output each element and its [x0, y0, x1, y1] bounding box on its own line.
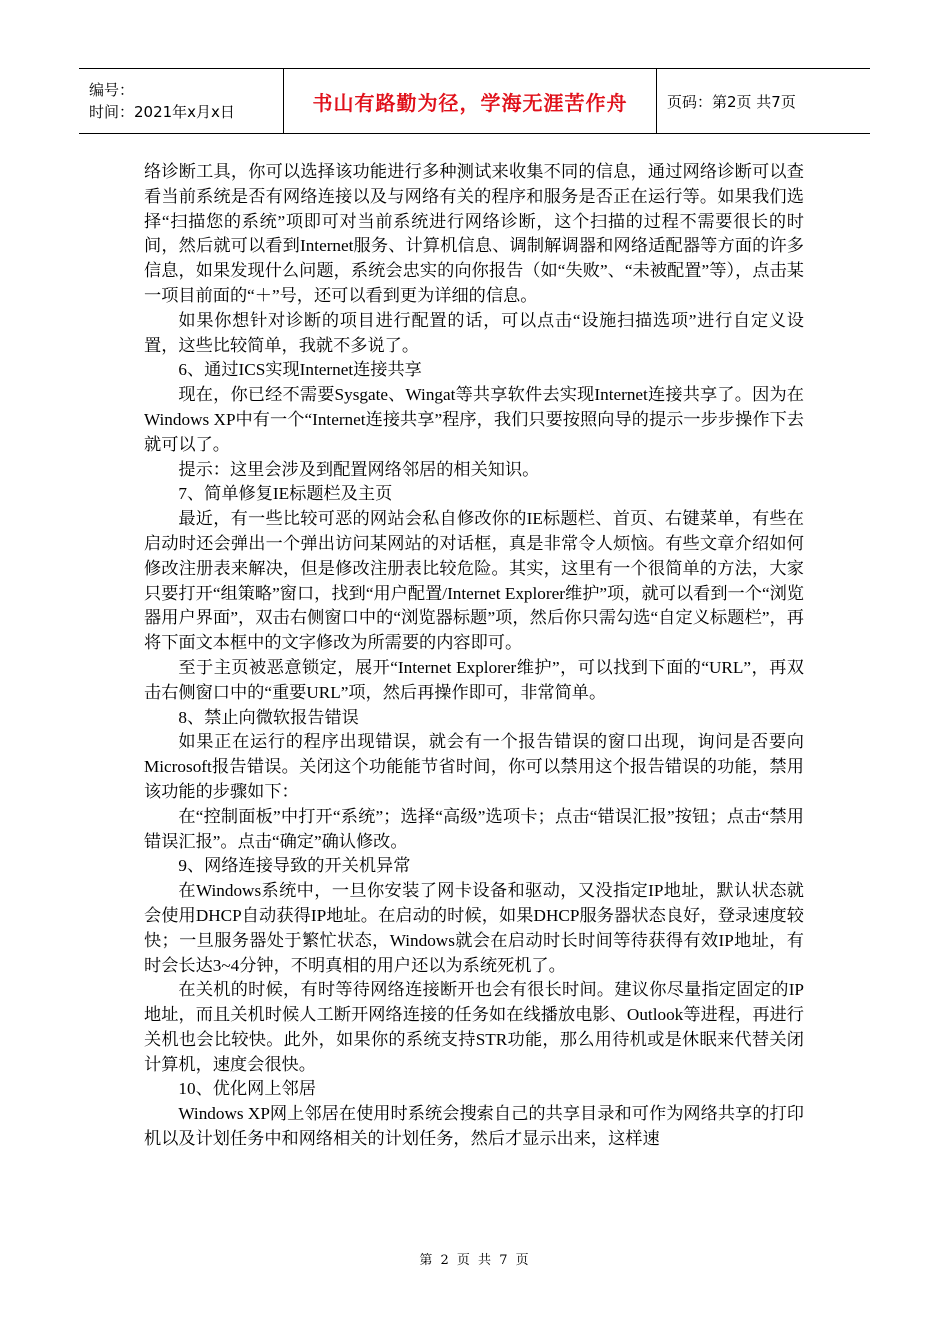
paragraph: 至于主页被恶意锁定，展开“Internet Explorer维护”，可以找到下面的“URL”，再双击右侧窗口中的“重要URL”项，然后再操作即可，非常简单。 [144, 657, 804, 702]
paragraph: 在关机的时候，有时等待网络连接断开也会有很长时间。建议你尽量指定固定的IP地址，而且关机时候人工断开网络连接的任务如在线播放电影、Outlook等进程，再进行关机也会比较快。此外，如果你的系统支持STR功能，那么用待机或是休眠来代替关闭计算机，速度会很快。 [144, 980, 804, 1074]
document-date: 时间：2021年x月x日 [89, 103, 235, 121]
section-heading: 6、通过ICS实现Internet连接共享 [178, 360, 422, 380]
paragraph: 现在，你已经不需要Sysgate、Wingat等共享软件去实现Internet连接共享了。因为在Windows XP中有一个“Internet连接共享”程序，我们只要按照向导的提示一步步操作下去就可以了。 [144, 385, 804, 454]
document-body [144, 160, 804, 1152]
paragraph: 提示：这里会涉及到配置网络邻居的相关知识。 [178, 459, 540, 479]
section-heading: 10、优化网上邻居 [178, 1079, 316, 1099]
paragraph: 最近，有一些比较可恶的网站会私自修改你的IE标题栏、首页、右键菜单，有些在启动时还会弹出一个弹出访问某网站的对话框，真是非常令人烦恼。有些文章介绍如何修改注册表来解决，但是修改注册表比较危险。其实，这里有一个很简单的方法，大家只要打开“组策略”窗口，找到“用户配置/Internet Explorer维护”项，就可以看到一个“浏览器用户界面”，双击右侧窗口中的“浏览器标题”项，然后你只需勾选“自定义标题栏”，再将下面文本框中的文字修改为所需要的内容即可。 [144, 509, 804, 653]
page-header [79, 68, 870, 134]
section-heading: 9、网络连接导致的开关机异常 [178, 856, 411, 876]
paragraph: 在Windows系统中，一旦你安装了网卡设备和驱动，又没指定IP地址，默认状态就会使用DHCP自动获得IP地址。在启动的时候，如果DHCP服务器状态良好，登录速度较快；一旦服务器处于繁忙状态，Windows就会在启动时长时间等待获得有效IP地址，有时会长达3~4分钟，不明真相的用户还以为系统死机了。 [144, 881, 804, 975]
paragraph: Windows XP网上邻居在使用时系统会搜索自己的共享目录和可作为网络共享的打印机以及计划任务中和网络相关的计划任务，然后才显示出来，这样速 [144, 1104, 804, 1149]
document-number: 编号： [89, 81, 135, 99]
paragraph: 如果正在运行的程序出现错误，就会有一个报告错误的窗口出现，询问是否要向Microsoft报告错误。关闭这个功能能节省时间，你可以禁用这个报告错误的功能，禁用该功能的步骤如下： [144, 732, 804, 801]
header-page-label: 页码：第2页 共7页 [667, 92, 796, 111]
header-left [79, 69, 283, 133]
paragraph: 络诊断工具，你可以选择该功能进行多种测试来收集不同的信息，通过网络诊断可以查看当前系统是否有网络连接以及与网络有关的程序和服务是否正在运行等。如果我们选择“扫描您的系统”项即可对当前系统进行网络诊断，这个扫描的过程不需要很长的时间，然后就可以看到Internet服务、计算机信息、调制解调器和网络适配器等方面的许多信息，如果发现什么问题，系统会忠实的向你报告（如“失败”、“未被配置”等），点击某一项目前面的“＋”号，还可以看到更为详细的信息。 [144, 162, 804, 305]
header-page [657, 69, 870, 133]
motto-text: 书山有路勤为径，学海无涯苦作舟 [312, 90, 628, 115]
section-heading: 8、禁止向微软报告错误 [178, 707, 359, 727]
paragraph: 在“控制面板”中打开“系统”；选择“高级”选项卡；点击“错误汇报”按钮；点击“禁用错误汇报”。点击“确定”确认修改。 [144, 806, 804, 851]
page-footer [0, 1249, 950, 1268]
header-motto [283, 69, 657, 133]
footer-page-number: 第 2 页 共 7 页 [419, 1253, 531, 1268]
section-heading: 7、简单修复IE标题栏及主页 [178, 484, 393, 504]
paragraph: 如果你想针对诊断的项目进行配置的话，可以点击“设施扫描选项”进行自定义设置，这些比较简单，我就不多说了。 [144, 310, 804, 355]
